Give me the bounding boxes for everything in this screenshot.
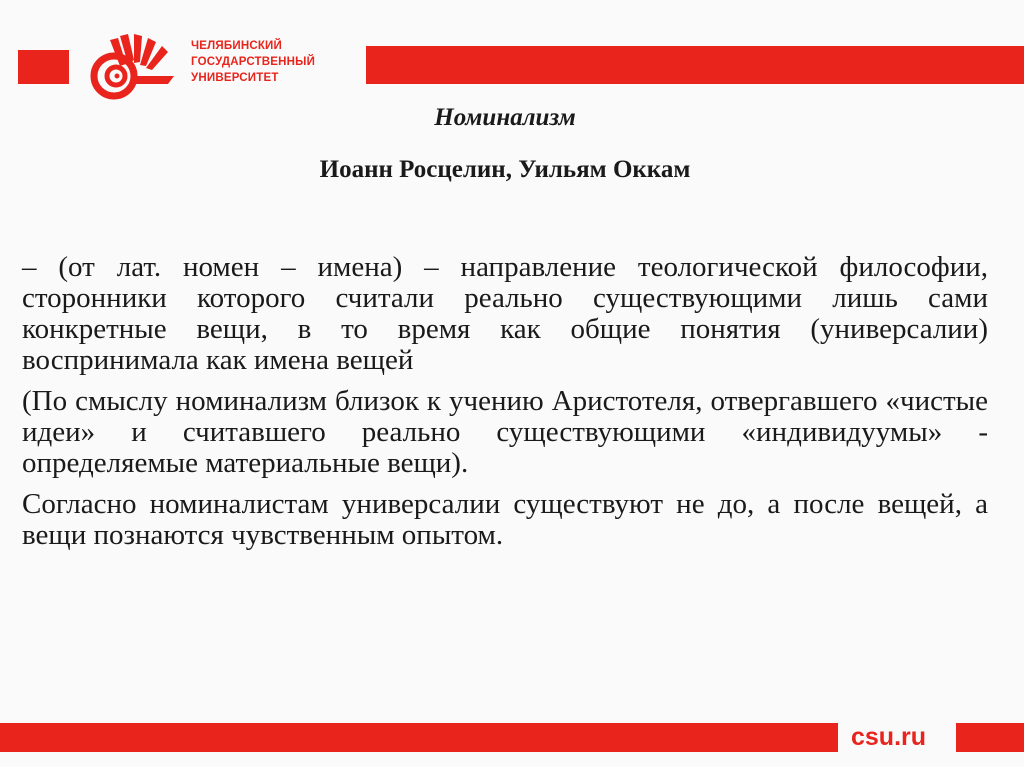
slide-title: Номинализм xyxy=(434,104,576,131)
body-paragraph-definition: – (от лат. номен – имена) – направление теологической философии, сторонники которого считали реально существующими лишь сами конкретные вещи, в то время как общие понятия (универсалии) воспринимала как имена вещей xyxy=(22,251,988,376)
university-name-line-3: УНИВЕРСИТЕТ xyxy=(191,72,279,84)
body-paragraph-universals: Согласно номиналистам универсалии существуют не до, а после вещей, а вещи познаются чувственным опытом. xyxy=(22,488,988,551)
slide-body xyxy=(22,252,988,561)
header-bar-right xyxy=(366,46,1024,84)
site-domain: csu.ru xyxy=(851,723,927,751)
footer-bar-right xyxy=(956,723,1024,752)
university-name-line-1: ЧЕЛЯБИНСКИЙ xyxy=(191,40,282,52)
body-paragraph-aristotle: (По смыслу номинализм близок к учению Аристотеля, отвергавшего «чистые идеи» и считавшего реально существующими «индивидуумы» - определяемые материальные вещи). xyxy=(22,385,988,479)
university-name xyxy=(191,38,315,86)
university-name-line-2: ГОСУДАРСТВЕННЫЙ xyxy=(191,56,316,68)
slide-subtitle: Иоанн Росцелин, Уильям Оккам xyxy=(319,156,691,183)
university-logo-icon xyxy=(76,30,186,100)
header-bar-left xyxy=(18,50,69,84)
footer-bar-left xyxy=(0,723,838,752)
